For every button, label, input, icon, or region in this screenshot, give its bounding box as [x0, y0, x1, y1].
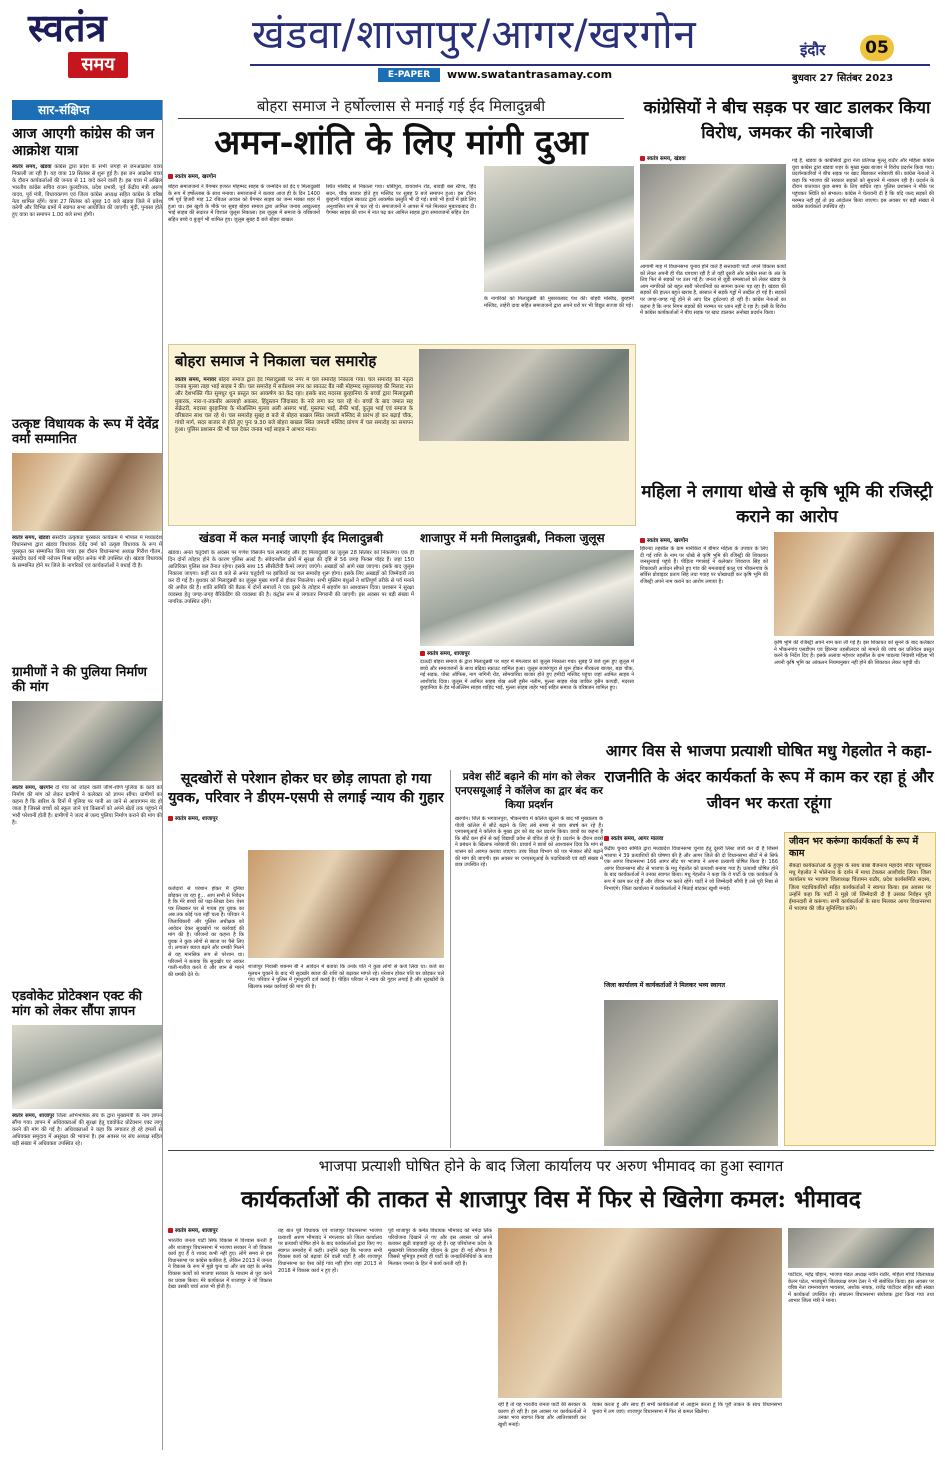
juloos-headline: बोहरा समाज ने निकाला चल समारोह [175, 352, 377, 370]
bottom-kicker: भाजपा प्रत्याशी घोषित होने के बाद जिला कार्यालय पर अरुण भीमावद का हुआ स्वागत [318, 1157, 784, 1175]
madhu-box-body: सैकड़ों कार्यकर्ताओं के हुजूम के साथ बाबा बैजनाथ महादेव मंदिर पहुंचकर मधु गेहलोत ने भोलेनाथ के दर्शन में माथा टेककर आशीर्वाद लिया। जिला कार्यालय पर भाजपा जिलाध्यक्ष चिंतामन राठौर, प्रदेश कार्यसमिति सदस्य, जिला पदाधिकारियों सहित कार्यकर्ताओं ने स्वागत किया। इस अवसर पर उन्होंने कहा कि पार्टी ने मुझे जो जिम्मेदारी दी है उसका निर्वहन पूरी ईमानदारी से करूंगा। सभी कार्यकर्ताओं के साथ मिलकर आगर विधानसभा में भाजपा की जीत सुनिश्चित करेंगे। [789, 863, 931, 913]
bullet-icon [168, 174, 173, 179]
madhu-byline [604, 834, 663, 842]
sidebar-story [12, 665, 162, 981]
sidebar-headline: एडवोकेट प्रोटेक्शन एक्ट की मांग को लेकर सौंपा ज्ञापन [12, 989, 142, 1019]
land-fraud-story [640, 480, 934, 732]
bullet-icon [640, 156, 645, 161]
sidebar-byline: स्वतंत्र समय, खरगोन [12, 785, 53, 791]
congress-byline [640, 154, 686, 162]
shajapur-eid-headline: शाजापुर में मनी मिलादुन्नबी, निकला जुलूस [420, 531, 605, 545]
sidebar-story [12, 989, 162, 1243]
shajapur-eid-photo [420, 550, 634, 646]
byline-text: स्वतंत्र समय, शाजापुर [427, 651, 470, 657]
lead-photo [484, 166, 634, 292]
sidebar-headline: आज आएगी कांग्रेस की जन आक्रोश यात्रा [12, 126, 155, 159]
bottom-byline [168, 1226, 218, 1234]
madhu-headline: आगर विस से भाजपा प्रत्याशी घोषित मधु गेहलोत ने कहा- राजनीति के अंदर कार्यकर्ता के रूप में काम कर रहा हूं और जीवन भर करता रहूंगा [604, 741, 934, 812]
congress-story [640, 96, 934, 474]
bottom-portrait [788, 1228, 934, 1268]
khandwa-eid-body: खंडवा। अनंत चतुर्दशी के अवसर पर गणेश विसर्जन चल समारोह और ईद मिलादुन्नबी का जुलूस 28 सितंबर को निकलेगा। एक ही दिन दोनों त्योहार होने के कारण पुलिस अलर्ट है। संवेदनशील क्षेत्रों में सुरक्षा की दृष्टि से 56 जगह फिक्स पॉइंट हैं। जहां 150 आतिरिक्त पुलिस बल तैनात रहेगा। इसके साथ 15 सीसीटीवी कैमरे लगाए जाएंगे। अखाड़ों को आगे रखा जाएगा। इसके बाद जुलूस निकाला जाएगा। कहीं रात 8 बजे से अनंत चतुर्दशी पर झांकियों का चल समारोह शुरू होगा। इसके लिए अखाड़ों को जिम्मेदारी तय कर दी गई है। बुधवार को मिलादुन्नबी का जुलूस मुख्य मार्गों से होकर निकलेगा। सभी मुस्लिम बंधुओं ने शांतिपूर्ण तरीके से पर्व मनाने की अपील की है। शांति समिति की बैठक में दोनों समाजों ने एक दूसरे के त्योहार में सहयोग का आश्वासन दिया। प्रशासन ने सुरक्षा व्यवस्था हेतु जगह-जगह बैरिकेडिंग की व्यवस्था की है। कंट्रोल रूम से लगातार निगरानी की जाएगी। इस अवसर पर बड़ी संख्या में नागरिक उपस्थित रहेंगे। [168, 550, 414, 605]
juloos-body [175, 377, 413, 521]
sidebar-headline: ग्रामीणों ने की पुलिया निर्माण की मांग [12, 665, 147, 695]
epaper-badge: E-PAPER [378, 68, 440, 82]
bottom-col6: पाटीदार, महेंद्र चौहान, भाजपा मंडल अध्यक्ष नवीन राठौर, महिला मोर्चा जिलाध्यक्ष केतन पटेल, भाजयुमो जिलाध्यक्ष रुपम टेलर ने भी संबोधित किया। इस अवसर पर वरिष्ठ नेता रामनारायण भावसार, अशोक नायक, राजेंद्र पाटीदार सहित बड़ी संख्या में कार्यकर्ता उपस्थित रहे। संचालन विधानसभा संयोजक द्वारा किया गया तथा आभार जिला मंत्री ने माना। [788, 1272, 934, 1305]
missing-youth-byline [168, 814, 444, 822]
congress-photo [640, 164, 786, 260]
bullet-icon [168, 1228, 173, 1233]
land-fraud-body1: झिरन्या तहसील के ग्राम मानीकेरा में बीमार महिला के उपचार के लिए दी गई राशि के नाम पर धोखे से कृषि भूमि की रजिस्ट्री की शिकायत जनसुनवाई पहुंचे हैं। पीड़िता गंगाबाई ने कलेक्टर शिवराज सिंह को शिकायती आवेदन सौंपते हुए गांव की ममताबाई कालू एवं भीकनगांव के सर्विस प्रोवाइडर प्रताप सिंह तथा गवाह पर धोखाधड़ी कर कृषि भूमि की रजिस्ट्री अपने नाम कराने का आरोप लगाया है। [640, 546, 768, 585]
masthead-rule [250, 64, 930, 66]
protest-headline: प्रवेश सीटें बढ़ाने की मांग को लेकर एनएसयूआई ने कॉलेज का द्वार बंद कर किया प्रदर्शन [455, 771, 603, 811]
madhu-story [604, 738, 934, 1148]
khandwa-eid-headline: खंडवा में कल मनाई जाएगी ईद मिलादुन्नबी [199, 531, 383, 545]
protest-body: खरगोन। जिले के भगवानपुरा, भीकनगांव में कॉलेज खुलने के बाद भी मुख्यालय के पीजी कॉलेज में सीटें बढ़ाने के लिए लंबे समय से छात्र संघर्ष कर रहे हैं। एनएसयूआई ने कॉलेज के मुख्य द्वार को बंद कर प्रदर्शन किया। छात्रों का कहना है कि सीटें कम होने से कई विद्यार्थी प्रवेश से वंचित हो रहे हैं। प्रदर्शन के दौरान छात्रों ने प्रबंधन के खिलाफ नारेबाजी की। प्राचार्य ने छात्रों को आश्वासन दिया कि मांग से शासन को अवगत कराया जाएगा। उच्च शिक्षा विभाग को पत्र भेजकर सीटें बढ़ाने की मांग की जाएगी। इस अवसर पर एनएसयूआई के पदाधिकारी एवं बड़ी संख्या में छात्र उपस्थित रहे। [455, 816, 603, 869]
lead-caption: के नागरिकों को मिलादुन्नबी की मुबारकबाद पेश की। बोहरी मस्जिद, बुरहानी मस्जिद, ताहेरी दावा सहित समाजजनों द्वारा अपने घरों पर भी विद्युत सज्जा की गई। [484, 296, 634, 309]
land-fraud-photo [774, 532, 934, 636]
missing-youth-body1: कर्जदारों से परेशान होकर मैं दुनिया छोड़कर जा रहा हूं... आप सभी से निवेदन है कि मेरे बच्चों को पढ़ा-लिखा देना। ऐसा पत्र लिखकर घर से गायब हुए युवक का अब तक कोई पता नहीं चला है। परिवार ने जिलाधिकारी और पुलिस अधीक्षक को आवेदन देकर सूदखोरों पर कार्रवाई की मांग की है। परिजनों का कहना है कि युवक ने कुछ लोगों से ब्याज पर पैसे लिए थे। लगातार ब्याज बढ़ने और धमकी मिलने से वह मानसिक रूप से परेशान था। परिजनों ने बताया कि सूदखोर घर आकर गाली-गलौज करते थे और जान से मारने की धमकी देते थे। [168, 886, 244, 978]
bottom-story [168, 1150, 934, 1460]
byline-text: स्वतंत्र समय, शाजापुर [175, 816, 218, 822]
juloos-photo [419, 349, 629, 441]
sidebar-body: जिला अभिभाषक संघ के द्वारा मुख्यमंत्री के नाम ज्ञापन सौंपा गया। ज्ञापन में अधिवक्ताओं की सुरक्षा हेतु एडवोकेट प्रोटेक्शन एक्ट लागू करने की मांग की गई है। अधिवक्ताओं ने कहा कि लगातार हो रहे हमलों से अधिवक्ता समुदाय में असुरक्षा की भावना है। इस अवसर पर संघ अध्यक्ष सहित बड़ी संख्या में अधिवक्ता उपस्थित रहे। [12, 1113, 162, 1147]
bottom-col5: व्यक्त करता हूं और साथ ही सभी कार्यकर्ताओं से आह्वान करता हूं कि पूरी ताकत के साथ विधानसभा चुनाव में लग जाएं। शाजापुर विधानसभा में फिर से कमल खिलेगा। [592, 1402, 782, 1415]
city-label: इंदौर [800, 41, 826, 59]
sidebar-byline: स्वतंत्र समय, खंडवा [12, 535, 50, 541]
missing-youth-story [168, 770, 444, 1148]
sidebar-story [12, 417, 162, 657]
bullet-icon [420, 651, 425, 656]
byline-text: स्वतंत्र समय, खरगोन [647, 538, 688, 544]
page-number: 05 [860, 35, 894, 61]
juloos-byline: स्वतंत्र समय, मनावर [175, 377, 217, 383]
bottom-col4: रही है तो यह भारतीय जनता पार्टी की सरकार के कारण हो रही है। इस अवसर पर कार्यकर्ताओं ने उनका भव्य स्वागत किया और आतिशबाजी कर खुशी मनाई। [498, 1402, 586, 1428]
sidebar-body: कांग्रेस द्वारा प्रदेश के सभी जगहों से जनआक्रोश यात्रा निकाली जा रही है। यह यात्रा 19 सितंबर से शुरू हुई है। इस जन आक्रोश यात्रा के दौरान कार्यकर्ताओं की जनता से 11 वादे करने वाली है। इस यात्रा में अखिल भारतीय कांग्रेस सचिव राजन कुलदीपक, प्रदेश प्रभारी, पूर्व केंद्रीय मंत्री अरुण यादव, पूर्व मंत्री, विधायकगण एवं जिला कांग्रेस अध्यक्ष सहित कांग्रेस के वरिष्ठ नेता शामिल रहेंगे। यात्रा 27 सितंबर को सुबह 10 बजे खंडवा जिले में प्रवेश करेगी और विभिन्न ग्रामों में स्वागत सभा आयोजित की जाएगी। मूंदी, पुनासा होते हुए यात्रा का समापन 1.00 बजे सभा होगी। [12, 164, 162, 219]
kicker-rule [178, 118, 624, 119]
bullet-icon [604, 836, 609, 841]
land-fraud-body2: कृषि भूमि की रजिस्ट्री अपने नाम करा ली गई है। इस शिकायत को सुनने के बाद कलेक्टर ने भीकनगांव एसडीएम एवं झिरन्या तहसीलदार को मामले की जांच कर प्रतिवेदन प्रस्तुत करने के निर्देश दिए हैं। इसके अलावा महेश्वर तहसील के ग्राम पाडल्या निवासी महिला भी अपनी कृषि भूमि का आंकलन नियमानुसार नहीं होने की शिकायत लेकर पहुंची थी। [774, 640, 934, 666]
sidebar-story [12, 126, 162, 409]
sidebar-body: दो गांव को जोड़ने वाली जीर्ण-शीर्ण पुलिया के कार्य को निर्माण की मांग को लेकर ग्रामीणों ने कलेक्टर को ज्ञापन सौंपा। ग्रामीणों का कहना है कि बारिश के दिनों में पुलिया पर पानी आ जाने से आवागमन बंद हो जाता है जिससे बच्चों को स्कूल जाने एवं किसानों को अपने खेतों तक पहुंचने में भारी परेशानी होती है। ग्रामीणों ने जल्द से जल्द पुलिया निर्माण कराने की मांग की है। [12, 785, 162, 826]
lead-byline [168, 172, 216, 180]
lead-kicker: बोहरा समाज ने हर्षोल्लास से मनाई गई ईद मिलादुन्नबी [256, 97, 546, 115]
lead-col2: स्थित मस्जिद से निकाला गया। धोबीपुरा, डायवर्शन रोड, बावड़ी बस स्टैण्ड, हिंद सदन, चौक बाजार होते हुए मस्जिद पर सुबह 9 बजे समापन हुआ। इस दौरान बुरहानी गाईड्स स्काउट द्वारा आकर्षक प्रस्तुति भी दी गई। बच्चे भी हाथों में झंडे लिए अनुशासित रूप से चल रहे थे। समाजजनों ने आपस में गले मिलकर मुबारकबाद दी। पैगम्बर साहब की शान में नात पढ़ कर आमिल साहब द्वारा समाजजनों सहित देश [326, 184, 476, 217]
lead-story [168, 96, 634, 342]
lead-headline: अमन-शांति के लिए मांगी दुआ [214, 123, 588, 163]
congress-headline: कांग्रेसियों ने बीच सड़क पर खाट डालकर किया विरोध, जमकर की नारेबाजी [643, 98, 931, 143]
bottom-headline: कार्यकर्ताओं की ताकत से शाजापुर विस में फिर से खिलेगा कमल: भीमावद [241, 1186, 861, 1213]
byline-text: स्वतंत्र समय, खरगोन [175, 174, 216, 180]
juloos-story [168, 344, 636, 526]
juloos-text: बोहरा समाज द्वारा ईद मिलादुन्नबी पर नगर में चल समारोह निकाला गया। चल समारोह की नेतृत्व जनाब मुल्ला ताहा भाई साहब ने की। चल समारोह में सर्वप्रथम नगर का स्काउट बैंड नबी मोहम्मद रसूलल्लाह की मिलाद नात और देशभक्ति गीत सुमधुर धुन प्रस्तुत कर आकर्षण का केंद्र रहा। इसके बाद मदरसा बुरहानिया के बच्चों द्वारा मिलादुन्नबी मुबारक, नारा-ए-तकबीर अल्लाहो अकबर, हिंदुस्तान जिंदाबाद के नारे लगा कर चल रहे थे। बच्चों के बाद जमात सह सेक्रेटरी, मदरसा बुरहानिया के मोअल्लिम मुल्ला अली असगर भाई, मुस्तफा भाई, सैफी भाई, कुतुब भाई एवं समाज के वरिष्ठजन साथ चल रहे थे। चल समारोह सुबह 8 बजे से बोहरा बाखल स्थित जमाती मस्जिद से प्रारंभ हो कर बढ़ाई चौक, गांधी मार्ग, सदर बाजार से होते हुए पुनः 9.30 बजे बोहरा बाखल स्थित जमाती मस्जिद प्रांगण में चल समारोह का समापन हुआ। पुलिस प्रशासन की भी चल देकर जनाब भाई साहब ने आभार माना। [175, 377, 413, 434]
missing-youth-photo [248, 850, 444, 958]
shajapur-eid-story [420, 530, 634, 764]
byline-text: स्वतंत्र समय, शाजापुर [175, 1228, 218, 1234]
bottom-col1: भारतीय जनता पार्टी सिर्फ विकास में विश्वास करती है और शाजापुर विधानसभा में भाजपा सरकार ने जो विकास कार्य हुए हैं वे शायद कभी नहीं हुए। लोगे समय से इस विधानसभा पर कांग्रेस काबिज है, लेकिन 2013 में जनता ने विकास के रूप में मुझे चुना था और तब यहां के अनेक विकास कार्यों को भाजपा सरकार के माध्यम से पूरा करने का प्रयास किया। मेरे कार्यकाल में शाजापुर ने जो विकास देखा उसकी चर्चा आज भी होती है। [168, 1238, 272, 1291]
bottom-col3: पूर्व शाजापुर के कर्मठ विधायक भीमावद को नर्मदा लिंक परियोजना दिखाने ले गए और इस अवसर को अपने बताकर झूठी वाहवाही लूट रहे हैं। यह परियोजना प्रदेश के मुख्यमंत्री शिवराजसिंह चौहान के द्वारा दी गई सौगात है जिससे भूमिपुत्र हमारी ही पार्टी के जनप्रतिनिधियों के साथ मिलकर जनता के हित में कार्य करती रही है। [388, 1228, 492, 1267]
missing-youth-body2: शाजापुर निवासी शबनम बी ने आवेदन में बताया कि उनके पति ने कुछ लोगों से कर्ज लिया था। कर्ज का मूलधन चुकाने के बाद भी सूदखोर ब्याज की राशि को बढ़ाकर मांगते रहे। परेशान होकर पति घर छोड़कर चले गए। परिवार ने पुलिस में गुमशुदगी दर्ज कराई है। पीड़ित परिवार ने न्याय की गुहार लगाई है और सूदखोरों के खिलाफ सख्त कार्रवाई की मांग की है। [248, 964, 444, 990]
sidebar-section-label: सार-संक्षिप्त [12, 100, 162, 120]
shajapur-eid-body: दाऊदी बोहरा समाज के द्वारा मिलादुन्नबी पर शहर में मंगलवार को जुलूस निकाला गया। सुबह 9 बजे शुरू हुए जुलूस में बच्चे और समाजजनों के साथ बढ़िया स्काउट शामिल हुआ। जुलूस बजरंगपुरा से शुरू होकर मीरकला बाजार, बड़ा चौक, नई सड़क, पोस्ट ऑफिस, नाग नागिनी रोड, सोमवारिया बाजार होते हुए हमीदी मस्जिद पहुंचा जहां आमिल साहब ने आशीर्वाद दिया। जुलूस में आमिल साहब शेख अली हुसैन नलीम, मुल्ला साहब शेख जाकिर हुसैन कापड़ी, मदरसा बुरहानिया के हेड मोअल्लिम साहब शाहिद भाई, मुल्ला साहब ताहेर भाई सहित समाज के वरिष्ठजन शामिल हुए। [420, 659, 634, 692]
bottom-photo [498, 1228, 782, 1398]
logo-bottom: समय [81, 54, 115, 75]
protest-story [450, 770, 603, 1148]
bullet-icon [640, 538, 645, 543]
issue-date: बुधवार 27 सितंबर 2023 [792, 73, 894, 84]
sidebar-byline: स्वतंत्र समय, शाजापुर [12, 1113, 55, 1119]
byline-text: स्वतंत्र समय, आगर मालवा [611, 836, 664, 842]
land-fraud-byline [640, 536, 688, 544]
sidebar-photo [12, 1025, 162, 1109]
sidebar-body: संसदीय उत्कृष्टता पुरस्कार कार्यक्रम में भोपाल में मध्यप्रदेश विधानसभा द्वारा खंडवा विधायक देवेंद्र वर्मा को उत्कृष्ट विधायक के रूप में पुरस्कृत कर सम्मानित किया गया। इस दौरान विधानसभा अध्यक्ष गिरीश गौतम, संसदीय कार्य मंत्री नरोत्तम मिश्रा सहित अनेक मंत्री उपस्थित रहे। खंडवा विधायक के सम्मानित होने पर जिले के नागरिकों एवं कार्यकर्ताओं ने बधाई दी है। [12, 535, 162, 569]
congress-body1: आगामी माह में विधानसभा चुनाव होने वाले हैं सत्ताधारी पार्टी अपने विकास कार्यों को लेकर अपनी ही पीठ थपथपा रही है तो वहीं दूसरी ओर कांग्रेस सत्ता के अंत के लिए फिर से सड़कों पर उतर गई है। जनता से जुड़ी समस्याओं को लेकर खंडवा के आम नागरिकों को बहुत सारी परेशानियों का सामना करना पड़ रहा है। खंडवा की सड़कों की हालत बहुत खराब है, बरसात में सड़कें गड्ढों में तब्दील हो गई हैं। सड़कों पर जगह-जगह गड्ढे होने से आए दिन दुर्घटनाएं हो रही हैं। कांग्रेस नेताओं का कहना है कि नगर निगम सड़कों की मरम्मत पर ध्यान नहीं दे रहा है। इसी के विरोध में कांग्रेस कार्यकर्ताओं ने बीच सड़क पर खाट डालकर अनोखा प्रदर्शन किया। [640, 264, 786, 317]
madhu-box [784, 832, 936, 1146]
sidebar-byline: स्वतंत्र समय, खंडवा [12, 164, 52, 170]
congress-body2: गई है, खंडवा के कांग्रेसियों द्वारा नेता प्रतिपक्ष मुल्लू राठौर और महिला कांग्रेस युवा कांग्रेस द्वारा खंडवा शहर के मुख्य मुख्य बाजार में विरोध प्रदर्शन किया गया। प्रदर्शनकारियों ने बीच सड़क पर खाट बिछाकर नारेबाजी की। कांग्रेस नेताओं ने कहा कि भाजपा की सरकार सड़कों को सुधारने में नाकाम रही है। प्रदर्शन के दौरान यातायात कुछ समय के लिए बाधित रहा। पुलिस प्रशासन ने मौके पर पहुंचकर स्थिति को संभाला। कांग्रेस ने चेतावनी दी है कि यदि जल्द सड़कों की मरम्मत नहीं हुई तो उग्र आंदोलन किया जाएगा। इस अवसर पर बड़ी संख्या में कांग्रेस कार्यकर्ता उपस्थित रहे। [792, 158, 934, 211]
masthead [0, 0, 945, 92]
website[interactable]: www.swatantrasamay.com [447, 68, 613, 81]
bottom-col2: यह बात पूर्व विधायक एवं शाजापुर विधानसभा भाजपा प्रत्याशी अरुण भीमावद ने मंगलवार को जिला कार्यालय पर प्रत्याशी घोषित होने के बाद कार्यकर्ताओं द्वारा किए गए स्वागत समारोह में कही। उन्होंने कहा कि भाजपा सभी विकास कार्य को बढ़ावा देने वाली पार्टी है और शाजापुर विधानसभा का ऐसा कोई गांव नहीं होगा जहां 2013 से 2018 में विकास कार्य न हुए हों। [278, 1228, 382, 1274]
madhu-subhead: जिला कार्यालय में कार्यकर्ताओं ने मिलकर भव्य स्वागत [604, 982, 725, 989]
madhu-photo [604, 1000, 778, 1146]
edition-title: खंडवा/शाजापुर/आगर/खरगोन [252, 12, 697, 58]
logo-bottom-box [68, 52, 128, 78]
sidebar-photo [12, 701, 162, 781]
byline-text: स्वतंत्र समय, खंडवा [647, 156, 686, 162]
madhu-box-title: जीवन भर करूंगा कार्यकर्ता के रूप में काम [789, 836, 919, 859]
bullet-icon [168, 816, 173, 821]
madhu-body: केंद्रीय चुनाव समिति द्वारा मध्यप्रदेश विधानसभा चुनाव हेतु दूसरी लिस्ट जारी कर दी है जिसमें भाजपा ने 39 प्रत्याशियों की घोषणा की है और आगर जिले की दो विधानसभा सीटों में से सिर्फ एक आगर विधानसभा 166 आगर सीट पर भाजपा ने अपना प्रत्याशी घोषित किया है। 166 आगर विधानसभा सीट से भाजपा के मधु गेहलोत को प्रत्याशी बनाया गया है। प्रत्याशी घोषित होने के बाद कार्यकर्ताओं ने उनका स्वागत किया। मधु गेहलोत ने कहा कि वे पार्टी के एक कार्यकर्ता के रूप में काम कर रहे हैं और जीवन भर करते रहेंगे। पार्टी ने जो जिम्मेदारी सौंपी है उसे पूरी निष्ठा से निभाएंगे। जिला कार्यालय में कार्यकर्ताओं ने मिठाई बांटकर खुशी मनाई। [604, 846, 778, 892]
bottom-top-rule [168, 1150, 934, 1151]
khandwa-eid-story [168, 530, 414, 764]
sidebar-photo [12, 453, 162, 531]
missing-youth-headline: सूदखोरों से परेशान होकर घर छोड़ लापता हो गया युवक, परिवार ने डीएम-एसपी से लगाई न्याय की गुहार [168, 771, 444, 806]
lead-col1: बोहरा समाजजनों ने पैगम्बर हजरत मोहम्मद साहब के जन्मदिन को ईद ए मिलादुन्नबी के रूप में हर्षोल्लास के साथ मनाया। समाजजनों ने बताया आज ही के दिन 1400 वर्ष पूर्व हिजरी माह 12 रबिउल अव्वल को पैगम्बर साहब का जन्म मक्का शहर में हुआ था। इस खुशी के मौके पर सुबह बोहरा समाज द्वारा आमिल जनाब अब्दुल्लाह भाई साहब की सदारत में विशाल जुलूस निकाला। इस जुलूस में समाज के वरिष्ठजनों सहित बच्चे व बुजुर्ग भी शामिल हुए। जुलूस सुबह 8 बजे बोहरा बाखल [168, 184, 320, 223]
shajapur-eid-byline [420, 649, 634, 657]
sidebar [12, 100, 163, 1450]
land-fraud-headline: महिला ने लगाया धोखे से कृषि भूमि की रजिस्ट्री कराने का आरोप [641, 482, 933, 527]
sidebar-headline: उत्कृष्ट विधायक के रूप में देवेंद्र वर्मा सम्मानित [12, 417, 159, 447]
logo-top: स्वतंत्र [28, 5, 107, 50]
